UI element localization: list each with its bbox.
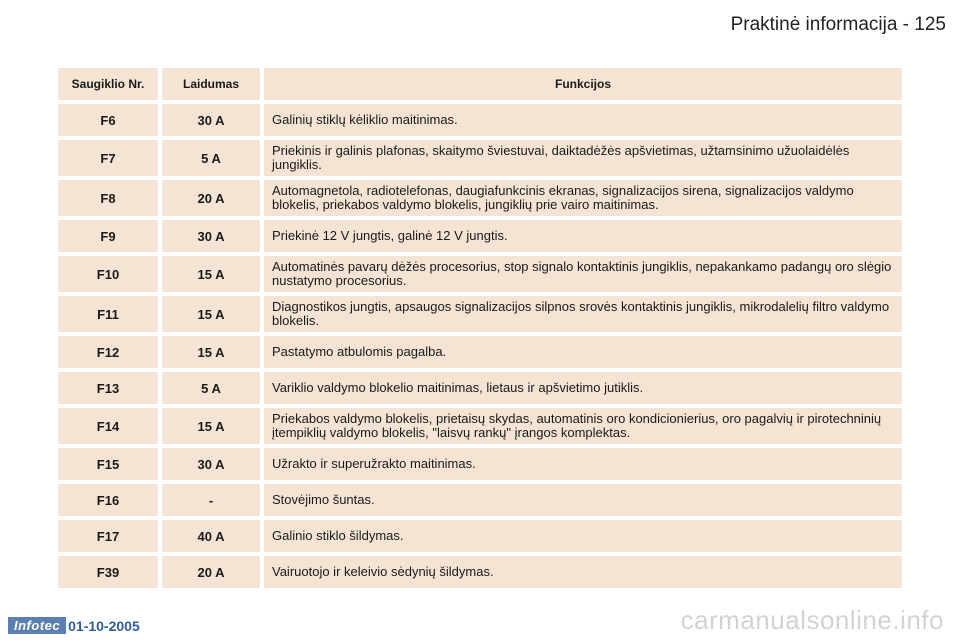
- table-row: [58, 256, 902, 292]
- function-cell: Diagnostikos jungtis, apsaugos signalizacijos silpnos srovės kontaktinis jungiklis, mikrodalelių filtro valdymo blokelis.: [264, 296, 902, 332]
- function-cell: Automatinės pavarų dėžės procesorius, stop signalo kontaktinis jungiklis, nepakankamo padangų oro slėgio nustatymo procesorius.: [264, 256, 902, 292]
- fuse-number-cell: F10: [58, 256, 158, 292]
- table-row: [58, 372, 902, 404]
- fuse-number-cell: F12: [58, 336, 158, 368]
- table-row: [58, 140, 902, 176]
- function-cell: Automagnetola, radiotelefonas, daugiafunkcinis ekranas, signalizacijos sirena, signalizacijos valdymo blokelis, priekabos valdymo blokelis, jungiklių prie vairo maitinimas.: [264, 180, 902, 216]
- function-cell: Stovėjimo šuntas.: [264, 484, 902, 516]
- table-row: [58, 484, 902, 516]
- amperage-cell: 5 A: [162, 372, 260, 404]
- footer-brand: [8, 617, 140, 634]
- function-cell: Priekabos valdymo blokelis, prietaisų skydas, automatinis oro kondicionierius, oro pagalvių ir pirotechninių įtempiklių valdymo blokelis, "laisvų rankų" įrangos komplektas.: [264, 408, 902, 444]
- fuse-number-cell: F17: [58, 520, 158, 552]
- column-header-fuse-number: Saugiklio Nr.: [58, 68, 158, 100]
- table-row: [58, 180, 902, 216]
- function-cell: Priekinis ir galinis plafonas, skaitymo šviestuvai, daiktadėžės apšvietimas, užtamsinimo užuolaidėlės jungiklis.: [264, 140, 902, 176]
- table-body: [58, 104, 902, 588]
- amperage-cell: 30 A: [162, 448, 260, 480]
- table-row: [58, 104, 902, 136]
- amperage-cell: -: [162, 484, 260, 516]
- column-header-amperage: Laidumas: [162, 68, 260, 100]
- table-row: [58, 448, 902, 480]
- page-title: Praktinė informacija - 125: [730, 14, 946, 35]
- amperage-cell: 20 A: [162, 180, 260, 216]
- table-header-row: [58, 68, 902, 100]
- function-cell: Variklio valdymo blokelio maitinimas, lietaus ir apšvietimo jutiklis.: [264, 372, 902, 404]
- fuse-number-cell: F14: [58, 408, 158, 444]
- amperage-cell: 15 A: [162, 408, 260, 444]
- fuse-number-cell: F8: [58, 180, 158, 216]
- amperage-cell: 30 A: [162, 104, 260, 136]
- amperage-cell: 15 A: [162, 256, 260, 292]
- fuse-table: [58, 68, 902, 592]
- amperage-cell: 15 A: [162, 296, 260, 332]
- function-cell: Priekinė 12 V jungtis, galinė 12 V jungtis.: [264, 220, 902, 252]
- table-row: [58, 336, 902, 368]
- function-cell: Galinių stiklų kėliklio maitinimas.: [264, 104, 902, 136]
- function-cell: Pastatymo atbulomis pagalba.: [264, 336, 902, 368]
- fuse-number-cell: F39: [58, 556, 158, 588]
- fuse-number-cell: F16: [58, 484, 158, 516]
- table-row: [58, 408, 902, 444]
- watermark: carmanualsonline.info: [680, 605, 944, 635]
- column-header-functions: Funkcijos: [264, 68, 902, 100]
- amperage-cell: 5 A: [162, 140, 260, 176]
- amperage-cell: 15 A: [162, 336, 260, 368]
- fuse-number-cell: F13: [58, 372, 158, 404]
- function-cell: Užrakto ir superužrakto maitinimas.: [264, 448, 902, 480]
- table-row: [58, 220, 902, 252]
- fuse-number-cell: F9: [58, 220, 158, 252]
- amperage-cell: 40 A: [162, 520, 260, 552]
- function-cell: Vairuotojo ir keleivio sėdynių šildymas.: [264, 556, 902, 588]
- function-cell: Galinio stiklo šildymas.: [264, 520, 902, 552]
- table-row: [58, 296, 902, 332]
- fuse-number-cell: F15: [58, 448, 158, 480]
- table-row: [58, 520, 902, 552]
- fuse-number-cell: F6: [58, 104, 158, 136]
- fuse-number-cell: F7: [58, 140, 158, 176]
- fuse-number-cell: F11: [58, 296, 158, 332]
- table-row: [58, 556, 902, 588]
- document-date: 01-10-2005: [68, 617, 140, 634]
- amperage-cell: 30 A: [162, 220, 260, 252]
- amperage-cell: 20 A: [162, 556, 260, 588]
- infotec-logo: Infotec: [8, 617, 66, 634]
